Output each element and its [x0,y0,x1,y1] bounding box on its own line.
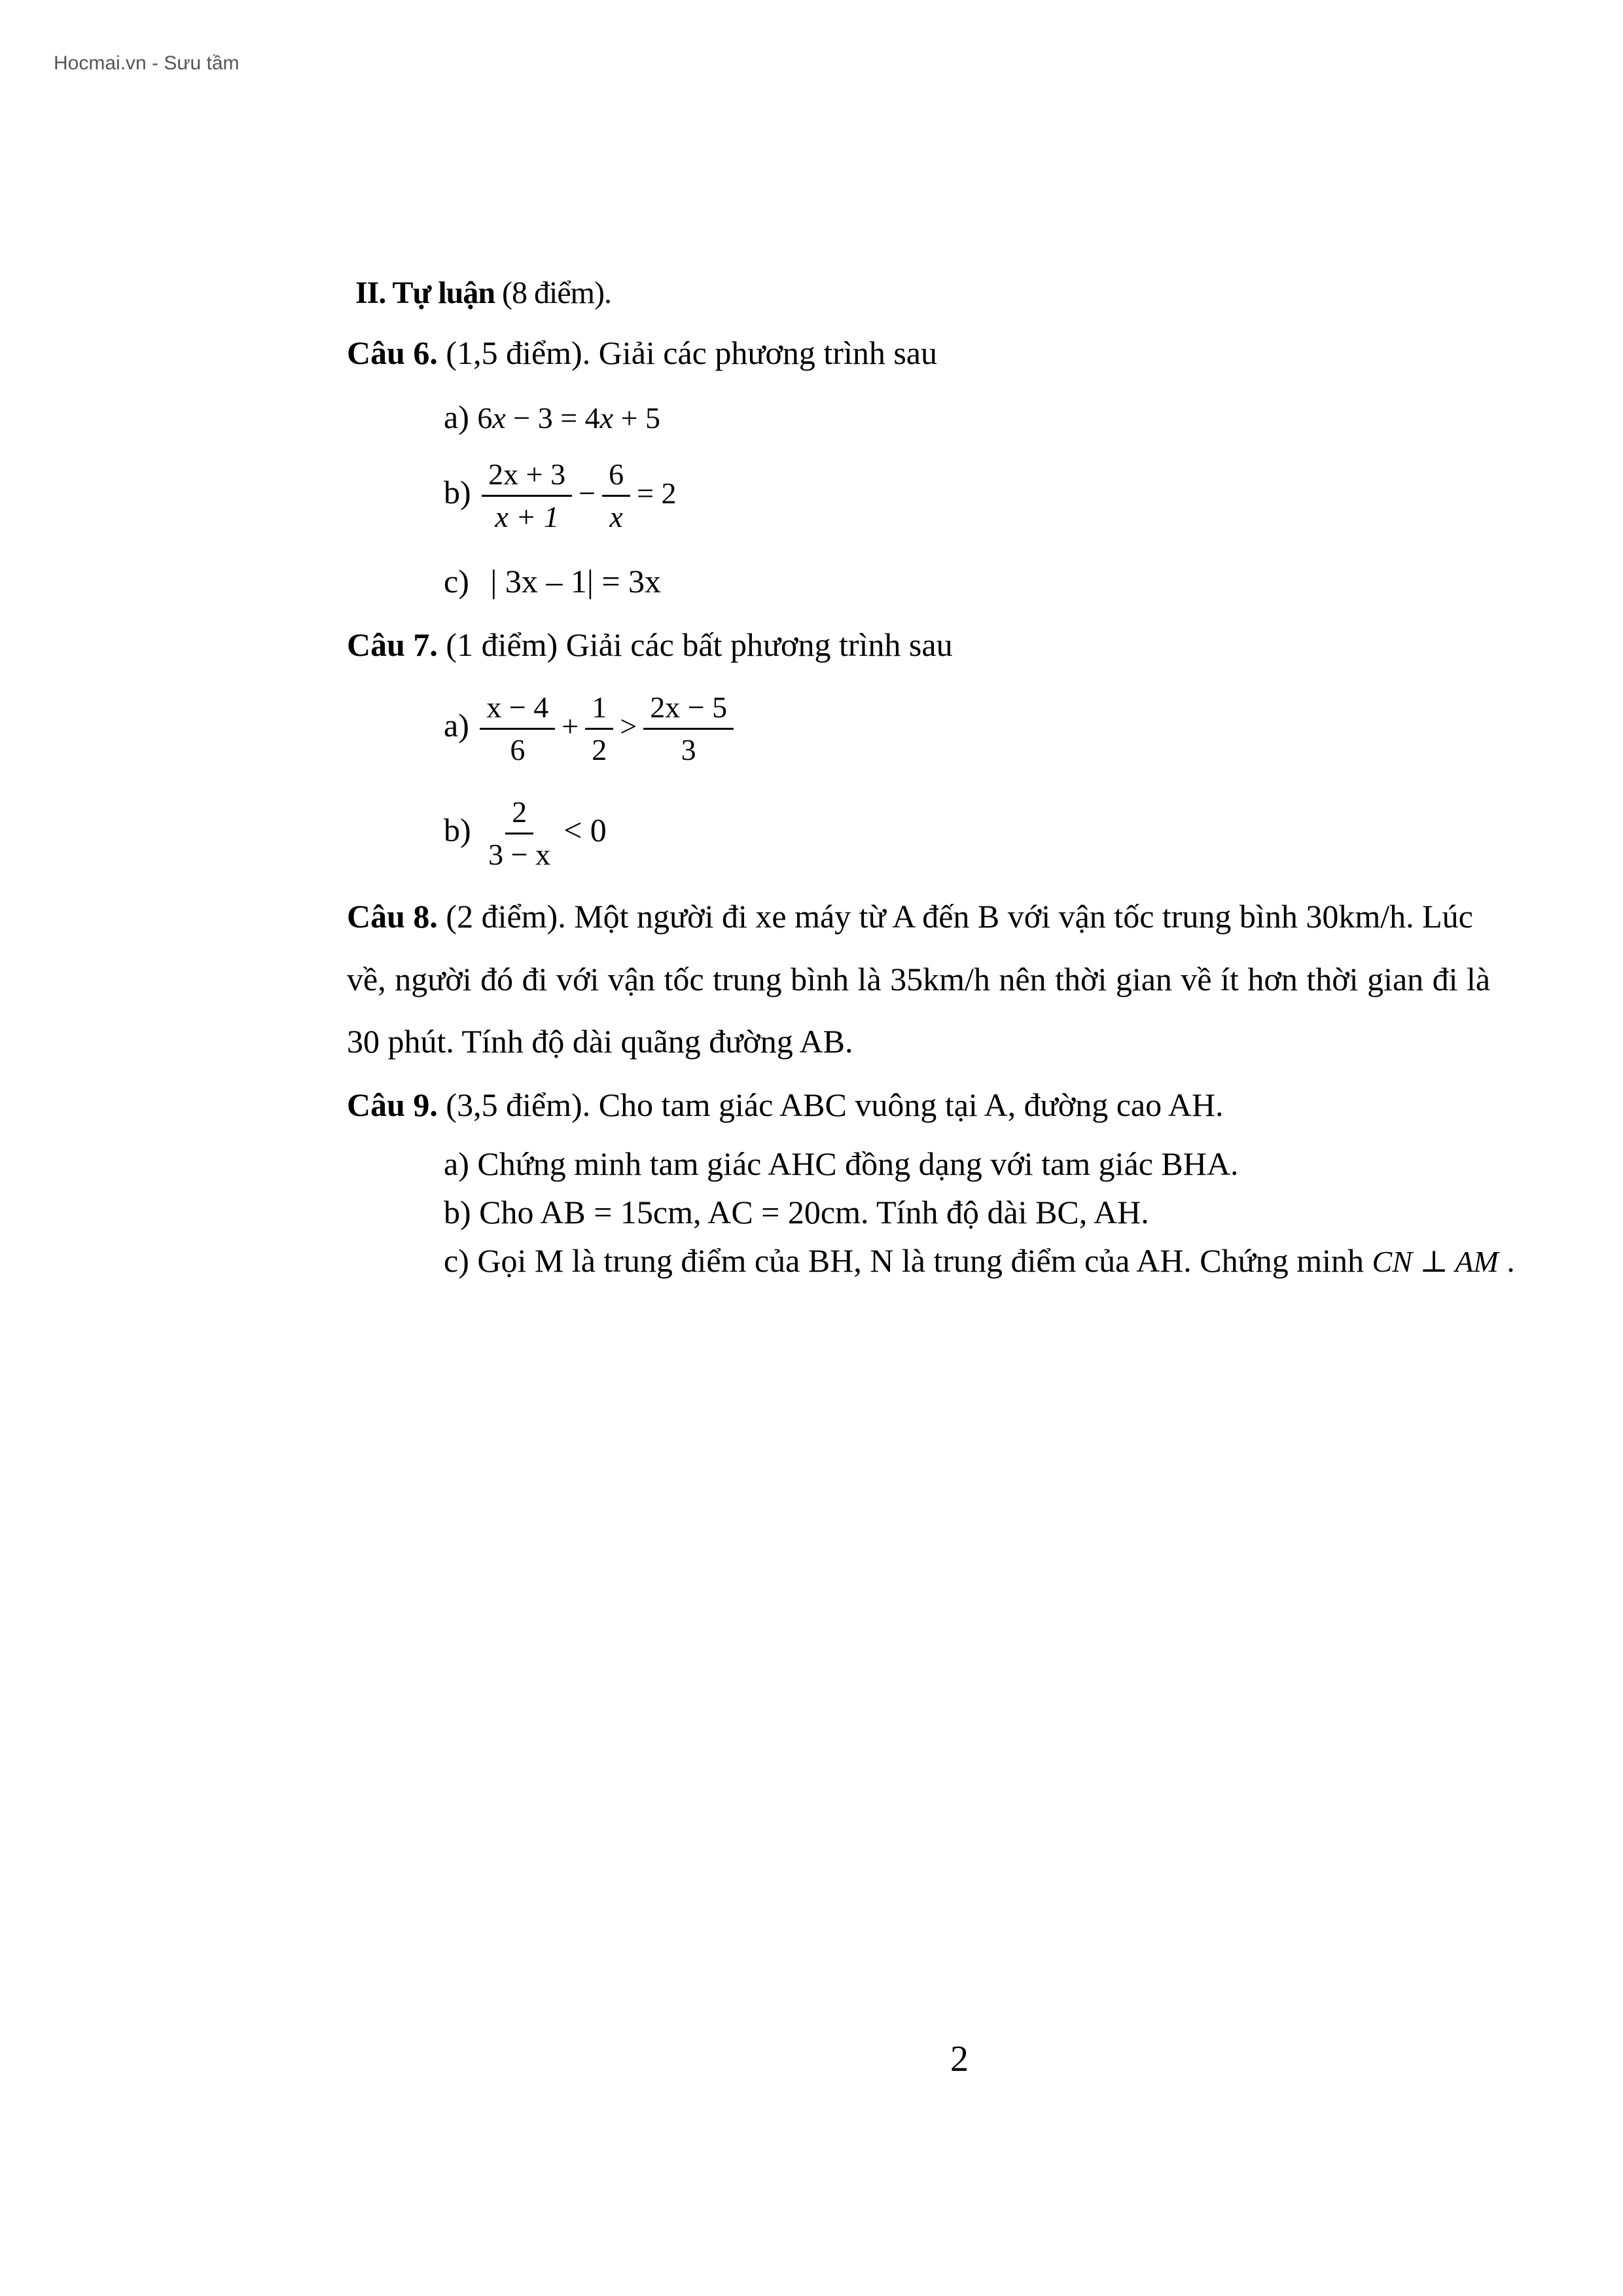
numerator: 6 [602,454,630,497]
question-9b: b) Cho AB = 15cm, AC = 20cm. Tính độ dài BC, AH. [444,1194,1149,1230]
item-label: b) [444,811,471,848]
eq-var: x [492,401,506,435]
eq-term: − 3 = 4 [505,401,600,435]
question-6b [444,454,681,537]
question-7-text: (1 điểm) Giải các bất phương trình sau [437,626,953,663]
question-9-label: Câu 9. [347,1086,438,1123]
denominator: 3 [681,733,696,766]
item-label: a) [444,706,469,744]
question-9c-end: . [1498,1242,1515,1279]
numerator: 2x + 3 [482,454,572,497]
question-8-text: (2 điểm). Một người đi xe máy từ A đến B với vận tốc trung bình 30km/h. Lúc [437,898,1473,935]
question-7b [444,792,611,875]
perpendicular-expression: CN ⊥ AM [1372,1245,1499,1278]
question-7-label: Câu 7. [347,626,438,663]
operator: > [620,709,637,743]
operator: + [562,709,579,743]
question-9c-text: c) Gọi M là trung điểm của BH, N là trung điểm của AH. Chứng minh [444,1242,1372,1279]
question-8-line-3: 30 phút. Tính độ dài quãng đường AB. [347,1023,853,1060]
question-6a [444,397,660,438]
question-7-title [347,625,953,664]
fraction [585,687,613,770]
fraction [480,687,555,770]
fraction [482,792,557,875]
inequality-rhs: < 0 [563,811,607,848]
page-number: 2 [950,2039,969,2079]
question-6c [444,562,661,601]
numerator: 1 [585,687,613,730]
denominator: 3 − x [488,838,551,871]
fraction [643,687,734,770]
question-9-title [347,1085,1224,1124]
denominator: x [609,500,623,533]
question-9-text: (3,5 điểm). Cho tam giác ABC vuông tại A, đường cao AH. [437,1086,1224,1123]
question-6-text: (1,5 điểm). Giải các phương trình sau [437,334,937,371]
equation-6c: | 3x – 1| = 3x [490,563,662,600]
item-label: a) [444,399,469,435]
denominator: 2 [592,733,607,766]
question-8-label: Câu 8. [347,898,438,935]
section-heading [355,274,611,313]
question-8-line-2: về, người đó đi với vận tốc trung bình là 35km/h nên thời gian về ít hơn thời gian đi là [347,961,1491,997]
question-9c [444,1241,1515,1282]
section-label: II. Tự luận [355,276,495,310]
eq-term: + 5 [613,401,661,435]
question-7a [444,687,736,770]
operator: − [579,476,596,510]
item-label: b) [444,473,471,511]
section-points: (8 điểm). [495,276,611,310]
numerator: 2 [505,792,533,834]
eq-var: x [599,401,614,435]
numerator: x − 4 [480,687,555,730]
question-6-label: Câu 6. [347,334,438,371]
fraction [482,454,572,537]
fraction [602,454,630,537]
question-6-title [347,333,937,372]
question-8-line-1 [347,897,1584,936]
denominator: x + 1 [495,500,559,533]
equation-rhs: = 2 [637,476,677,510]
denominator: 6 [510,733,526,766]
item-label: c) [444,563,469,600]
eq-term: 6 [477,401,493,435]
question-9a: a) Chứng minh tam giác AHC đồng dạng với tam giác BHA. [444,1145,1239,1182]
equation-6a [477,401,660,435]
numerator: 2x − 5 [643,687,734,730]
watermark: Hocmai.vn - Sưu tầm [54,52,240,74]
